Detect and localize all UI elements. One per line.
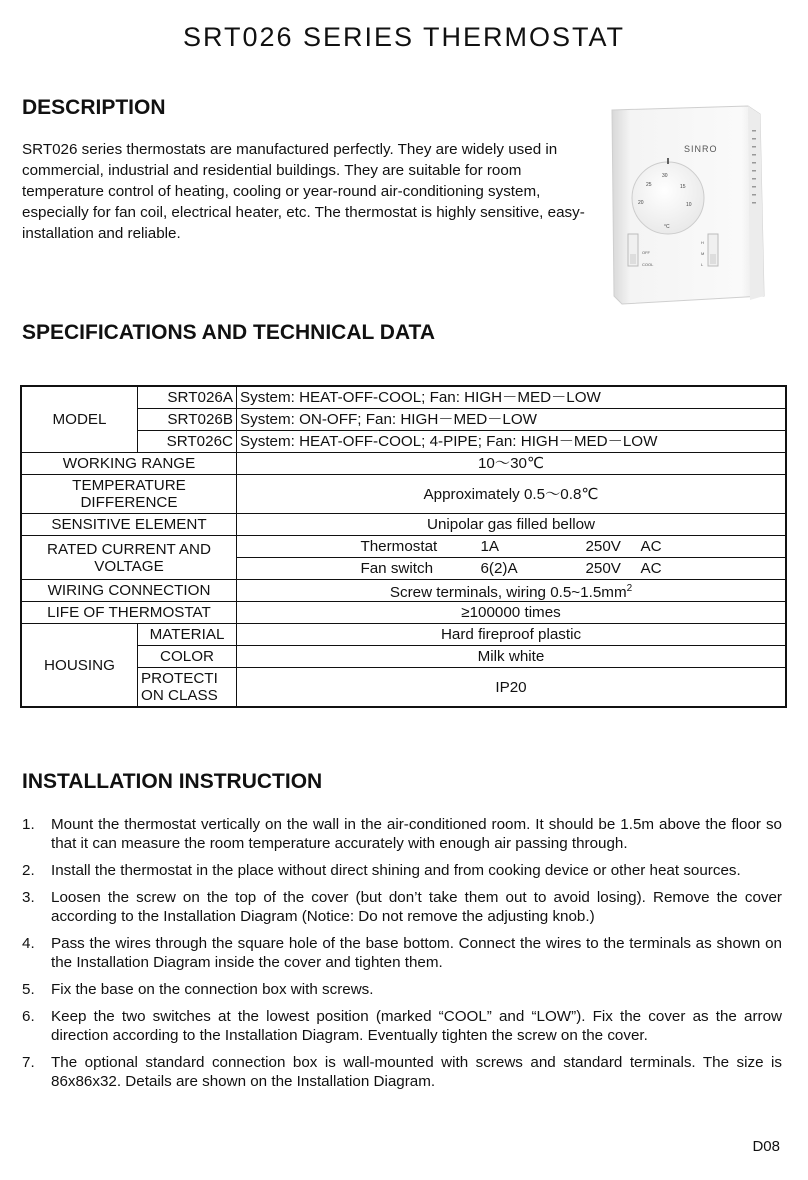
spec-label: SENSITIVE ELEMENT [21,514,237,536]
dial-unit: °C [664,224,670,230]
rated-current: 6(2)A [480,560,518,577]
table-row [21,386,786,409]
spec-sublabel: MATERIAL [138,624,237,646]
step-number: 1. [22,816,35,833]
rated-voltage: 250V [585,538,621,555]
rated-type: AC [640,538,662,555]
rated-row [237,558,787,580]
rated-name: Fan switch [360,560,434,577]
list-item [22,980,782,999]
table-row [21,475,786,514]
list-item [22,888,782,926]
rated-current: 1A [480,538,500,555]
table-row [21,602,786,624]
table-row [21,536,786,558]
page-title: SRT026 SERIES THERMOSTAT [182,22,626,52]
list-item [22,1053,782,1091]
fan-label: L [701,262,704,267]
step-text: Fix the base on the connection box with screws. [51,981,374,998]
dial-tick-label: 10 [686,202,692,208]
dial-tick-label: 15 [680,184,686,190]
step-number: 6. [22,1008,35,1025]
housing-label: HOUSING [21,624,138,708]
model-desc: System: ON-OFF; Fan: HIGH－MED－LOW [237,409,787,431]
model-name: SRT026B [138,409,237,431]
step-number: 7. [22,1054,35,1071]
rated-type: AC [640,560,662,577]
spec-value: Unipolar gas filled bellow [237,514,787,536]
switch-label: OFF [642,250,650,255]
brand-logo: SINRO [684,144,718,154]
dial-tick-label: 30 [662,173,668,179]
model-desc: System: HEAT-OFF-COOL; 4-PIPE; Fan: HIGH－MED－LOW [237,431,787,453]
specs-heading: SPECIFICATIONS AND TECHNICAL DATA [22,321,435,344]
fan-switch[interactable] [708,234,718,266]
wiring-value: Screw terminals, wiring 0.5~1.5mm [389,584,627,602]
rated-row [237,536,787,558]
installation-list [22,815,782,1099]
spec-value [237,580,787,602]
step-text: The optional standard connection box is wall-mounted with screws and standard terminals. The size is 86x86x32. Details are shown on the Installation Diagram. [51,1054,782,1090]
list-item [22,934,782,972]
fan-label: M [701,251,705,256]
description-text: SRT026 series thermostats are manufactured perfectly. They are widely used in commercial, industrial and residential buildings. They are suitable for room temperature control of heating, cooling or year-round air-conditioning system, especially for fan coil, electrical heater, etc. The thermostat is highly sensitive, easy-installation and reliable. [22,141,585,242]
wiring-superscript: 2 [626,583,633,594]
fan-label: H [701,240,704,245]
list-item [22,815,782,853]
model-name: SRT026A [138,386,237,409]
table-row [21,453,786,475]
spec-label: WIRING CONNECTION [21,580,237,602]
step-text: Install the thermostat in the place without direct shining and from cooking device or other heat sources. [51,862,741,879]
page-number: D08 [752,1138,780,1155]
installation-heading: INSTALLATION INSTRUCTION [22,770,323,793]
model-name: SRT026C [138,431,237,453]
spec-table [20,385,787,708]
spec-value: IP20 [237,668,787,708]
spec-value: Hard fireproof plastic [237,624,787,646]
step-number: 3. [22,889,35,906]
step-text: Keep the two switches at the lowest position (marked “COOL” and “LOW”). Fix the cover as the arrow direction according to the Installation Diagram. Eventually tighten the screw on the cover. [51,1008,782,1044]
step-number: 5. [22,981,35,998]
spec-label: LIFE OF THERMOSTAT [21,602,237,624]
step-text: Mount the thermostat vertically on the wall in the air-conditioned room. It should be 1.5m above the floor so that it can measure the room temperature accurately with enough air passing through. [51,816,782,852]
rated-name: Thermostat [360,538,438,555]
table-row [21,514,786,536]
spec-sublabel: PROTECTI ON CLASS [138,668,237,708]
mode-switch[interactable] [628,234,638,266]
spec-label: TEMPERATURE DIFFERENCE [21,475,237,514]
description-heading: DESCRIPTION [22,96,166,119]
spec-sublabel: COLOR [138,646,237,668]
spec-value: 10～30℃ [237,453,787,475]
dial-tick-label: 20 [638,200,644,206]
step-number: 2. [22,862,35,879]
spec-value: Approximately 0.5～0.8℃ [237,475,787,514]
step-text: Loosen the screw on the top of the cover (but don’t take them out to avoid losing). Remove the cover according to the Installation Diagram (Notice: Do not remove the adjusting knob.) [51,889,782,925]
table-row [21,580,786,602]
switch-label: COOL [642,262,654,267]
spec-value: Milk white [237,646,787,668]
spec-label: RATED CURRENT AND VOLTAGE [21,536,237,580]
list-item [22,861,782,880]
step-text: Pass the wires through the square hole of the base bottom. Connect the wires to the terminals as shown on the Installation Diagram inside the cover and tighten them. [51,935,782,971]
dial-tick-label: 25 [646,182,652,188]
table-row [21,624,786,646]
thermostat-photo [598,100,776,310]
list-item [22,1007,782,1045]
step-number: 4. [22,935,35,952]
spec-label: WORKING RANGE [21,453,237,475]
rated-voltage: 250V [585,560,621,577]
model-label: MODEL [21,386,138,453]
spec-value: ≥100000 times [237,602,787,624]
model-desc: System: HEAT-OFF-COOL; Fan: HIGH－MED－LOW [237,386,787,409]
